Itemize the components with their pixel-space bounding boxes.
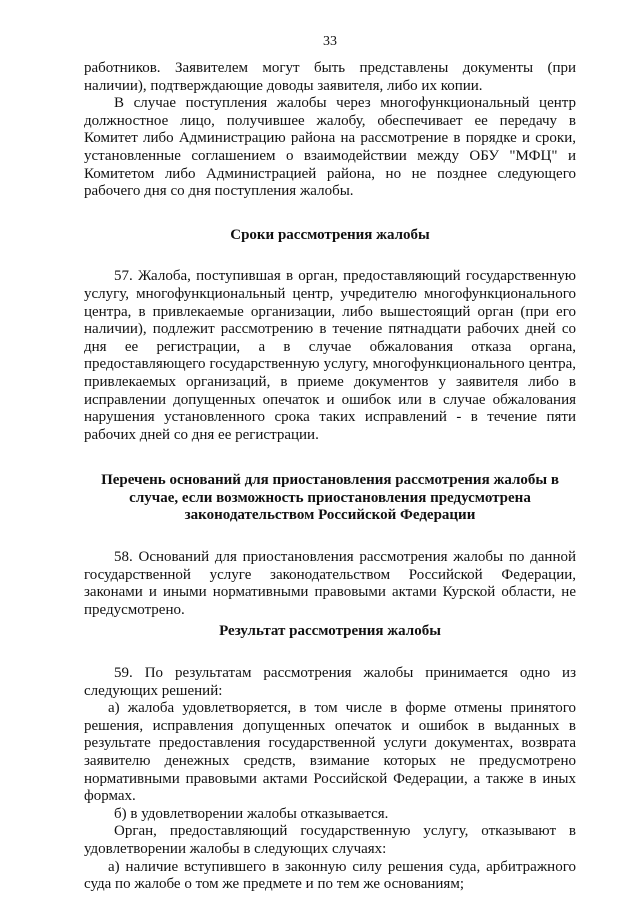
- paragraph-mfc-transfer: В случае поступления жалобы через многофункциональный центр должностное лицо, получившее жалобу, обеспечивает ее передачу в Комитет либо Администрацию района на рассмотрение в порядке и сроки, установленные соглашением о взаимодействии между ОБУ "МФЦ" и Комитетом либо Администрацией района, но не позднее следующего рабочего дня со дня поступления жалобы.: [84, 95, 576, 200]
- document-page: [84, 34, 576, 894]
- page-number: 33: [323, 34, 337, 49]
- list-item-a: а) жалоба удовлетворяется, в том числе в форме отмены принятого решения, исправления допущенных опечаток и ошибок в выданных в результате предоставления государственной услуги документах, возврата заявителю денежных средств, взимание которых не предусмотрено нормативными правовыми актами Российской Федерации, а также в иных формах.: [84, 700, 576, 805]
- heading-complaint-terms: Сроки рассмотрения жалобы: [230, 226, 430, 243]
- paragraph-59: 59. По результатам рассмотрения жалобы принимается одно из следующих решений:: [84, 665, 576, 699]
- heading-suspension-grounds: Перечень оснований для приостановления рассмотрения жалобы в случае, если возможность приостановления предусмотрена законодательством Российской Федерации: [101, 472, 559, 524]
- paragraph-57: 57. Жалоба, поступившая в орган, предоставляющий государственную услугу, многофункциональный центр, учредителю многофункционального центра, в привлекаемые организации, либо вышестоящий орган (при его наличии), подлежит рассмотрению в течение пятнадцати рабочих дней со дня ее регистрации, а в случае обжалования отказа органа, предоставляющего государственную услугу, многофункционального центра, привлекаемых организаций, в приеме документов у заявителя либо в исправлении допущенных опечаток и ошибок или в случае обжалования нарушения установленного срока таких исправлений - в течение пяти рабочих дней со дня ее регистрации.: [84, 268, 576, 443]
- paragraph-continuation: работников. Заявителем могут быть представлены документы (при наличии), подтверждающие доводы заявителя, либо их копии.: [84, 60, 576, 94]
- refusal-item-a: а) наличие вступившего в законную силу решения суда, арбитражного суда по жалобе о том же предмете и по тем же основаниям;: [84, 858, 576, 893]
- paragraph-refusal-cases: Орган, предоставляющий государственную услугу, отказывают в удовлетворении жалобы в следующих случаях:: [84, 823, 576, 857]
- list-item-b: б) в удовлетворении жалобы отказывается.: [114, 805, 389, 822]
- heading-complaint-result: Результат рассмотрения жалобы: [219, 623, 441, 640]
- paragraph-58: 58. Оснований для приостановления рассмотрения жалобы по данной государственной услуге законодательством Российской Федерации, законами и иными нормативными правовыми актами Курской области, не предусмотрено.: [84, 549, 576, 618]
